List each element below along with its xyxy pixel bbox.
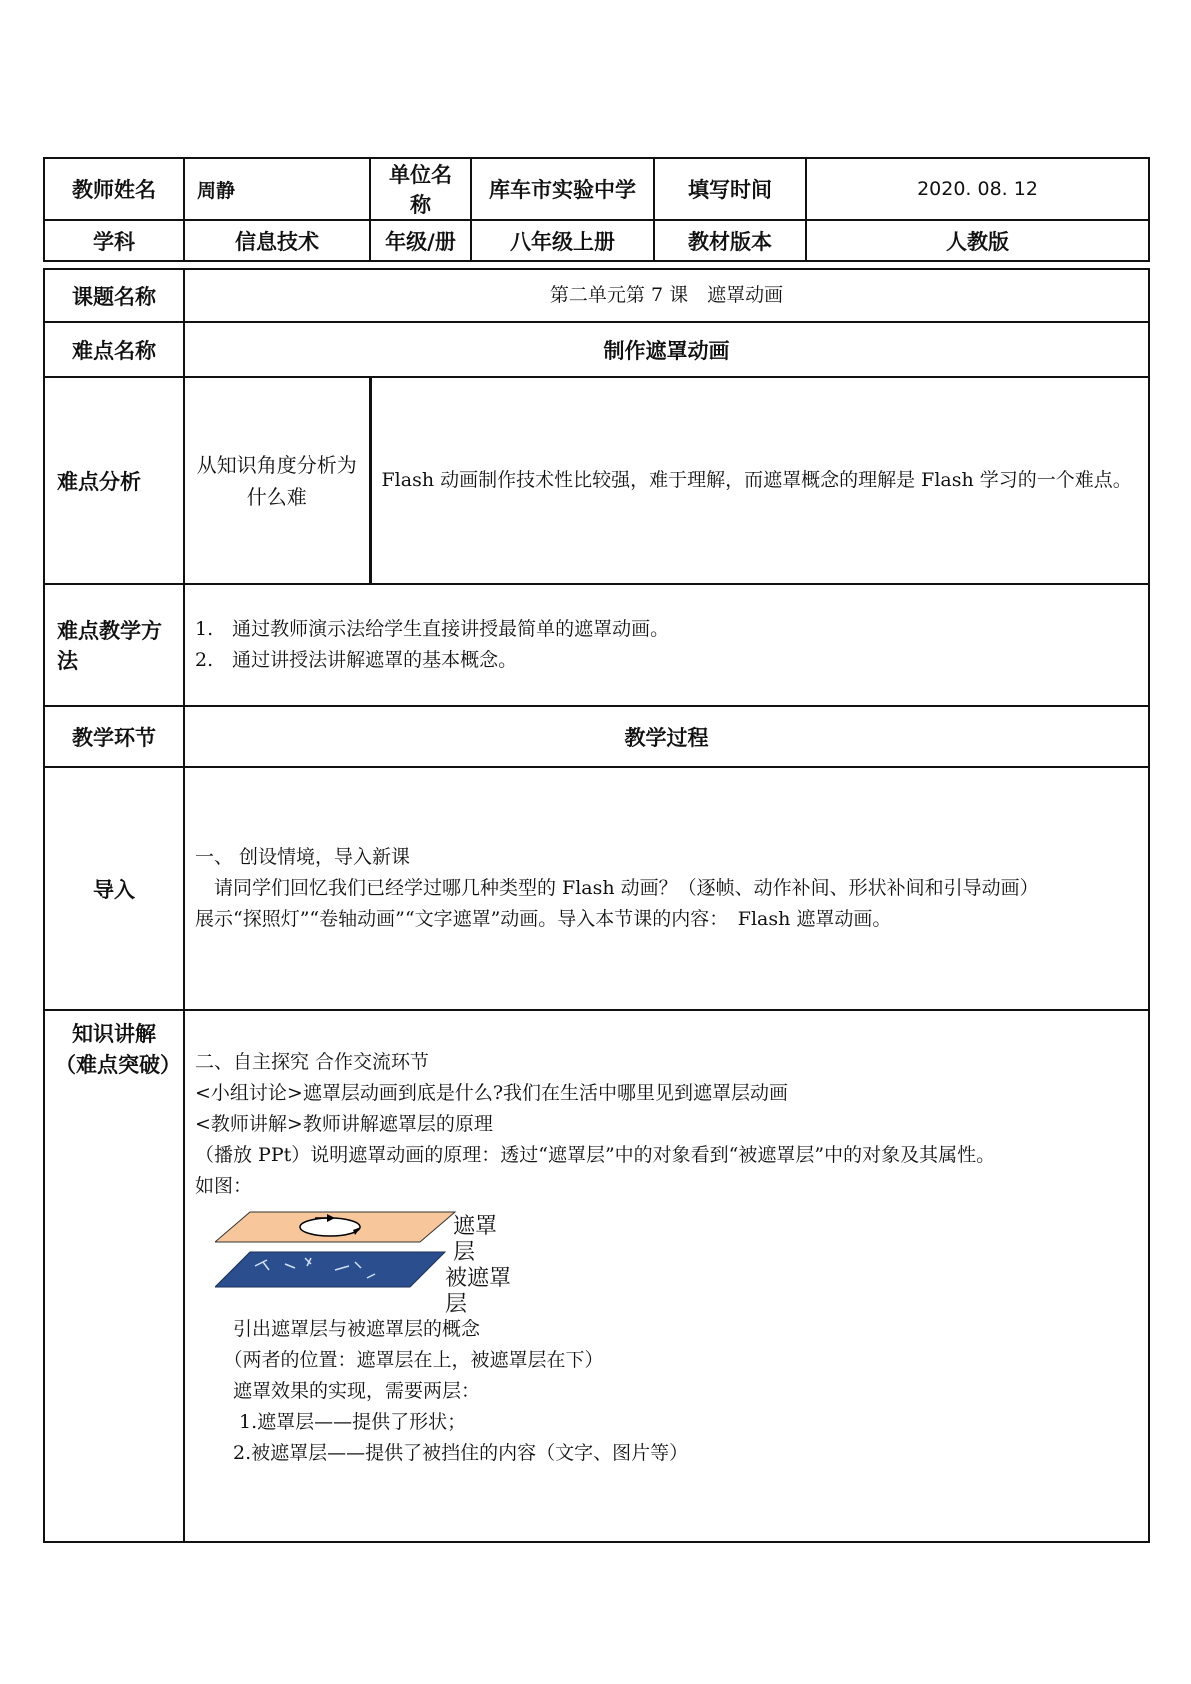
topic-row	[44, 269, 1149, 322]
masked-layer-label: 被遮罩层	[445, 1266, 512, 1317]
knowledge-line: 二、自主探究 合作交流环节	[195, 1051, 430, 1073]
method-list	[184, 584, 1149, 706]
date-value: 2020. 08. 12	[806, 158, 1149, 220]
mask-shape-ellipse	[300, 1218, 360, 1236]
mask-layer-diagram	[215, 1204, 535, 1317]
knowledge-label	[44, 1010, 184, 1542]
edition-label: 教材版本	[654, 220, 806, 261]
unit-name-label: 单位名称	[370, 158, 471, 220]
lesson-plan-table	[43, 157, 1150, 1543]
knowledge-line: <教师讲解>教师讲解遮罩层的原理	[195, 1113, 493, 1135]
header-row-2	[44, 220, 1149, 261]
knowledge-row	[44, 1010, 1149, 1542]
analysis-sublabel: 从知识角度分析为什么难	[184, 377, 370, 584]
teacher-name-value: 周静	[184, 158, 370, 220]
knowledge-line: <小组讨论>遮罩层动画到底是什么?我们在生活中哪里见到遮罩层动画	[195, 1082, 789, 1104]
knowledge-after-line: 引出遮罩层与被遮罩层的概念	[195, 1318, 481, 1340]
subject-label: 学科	[44, 220, 184, 261]
method-item: 1. 通过教师演示法给学生直接讲授最简单的遮罩动画。	[195, 618, 670, 640]
process-title: 教学过程	[184, 706, 1149, 767]
process-stage-label: 教学环节	[44, 706, 184, 767]
difficulty-label: 难点名称	[44, 322, 184, 377]
spacer-row	[44, 261, 1149, 269]
unit-name-value: 库车市实验中学	[471, 158, 654, 220]
knowledge-line: 如图：	[195, 1175, 253, 1197]
grade-label: 年级/册	[370, 220, 471, 261]
analysis-label: 难点分析	[44, 377, 184, 584]
topic-value: 第二单元第 7 课 遮罩动画	[184, 269, 1149, 322]
intro-line: 展示“探照灯”“卷轴动画”“文字遮罩”动画。导入本节课的内容： Flash 遮罩动画。	[195, 908, 892, 930]
knowledge-label-line2: （难点突破）	[55, 1053, 181, 1077]
mask-layer-label: 遮罩层	[453, 1214, 498, 1265]
method-item: 2. 通过讲授法讲解遮罩的基本概念。	[195, 649, 518, 671]
knowledge-after-line: 1.遮罩层——提供了形状；	[195, 1411, 467, 1433]
grade-value: 八年级上册	[471, 220, 654, 261]
analysis-text: Flash 动画制作技术性比较强，难于理解，而遮罩概念的理解是 Flash 学习的一个难点。	[370, 377, 1149, 584]
date-label: 填写时间	[654, 158, 806, 220]
intro-row	[44, 767, 1149, 1010]
analysis-row	[44, 377, 1149, 584]
masked-layer-plane	[215, 1252, 445, 1287]
intro-line: 一、 创设情境，导入新课	[195, 846, 411, 868]
method-label: 难点教学方法	[44, 584, 184, 706]
process-header-row	[44, 706, 1149, 767]
knowledge-after-line: 2.被遮罩层——提供了被挡住的内容（文字、图片等）	[195, 1442, 689, 1464]
knowledge-line: （播放 PPt）说明遮罩动画的原理：透过“遮罩层”中的对象看到“被遮罩层”中的对象及其属性。	[195, 1144, 996, 1166]
topic-label: 课题名称	[44, 269, 184, 322]
intro-line: 请同学们回忆我们已经学过哪几种类型的 Flash 动画？（逐帧、动作补间、形状补间和引导动画）	[195, 877, 1039, 899]
difficulty-row	[44, 322, 1149, 377]
subject-value: 信息技术	[184, 220, 370, 261]
intro-content	[184, 767, 1149, 1010]
header-row-1	[44, 158, 1149, 220]
teacher-name-label: 教师姓名	[44, 158, 184, 220]
knowledge-after-line: 遮罩效果的实现，需要两层：	[195, 1380, 481, 1402]
difficulty-value: 制作遮罩动画	[184, 322, 1149, 377]
knowledge-content	[184, 1010, 1149, 1542]
method-row	[44, 584, 1149, 706]
edition-value: 人教版	[806, 220, 1149, 261]
knowledge-label-line1: 知识讲解	[72, 1022, 156, 1046]
knowledge-after-line: （两者的位置：遮罩层在上，被遮罩层在下）	[195, 1349, 604, 1371]
intro-label: 导入	[44, 767, 184, 1010]
